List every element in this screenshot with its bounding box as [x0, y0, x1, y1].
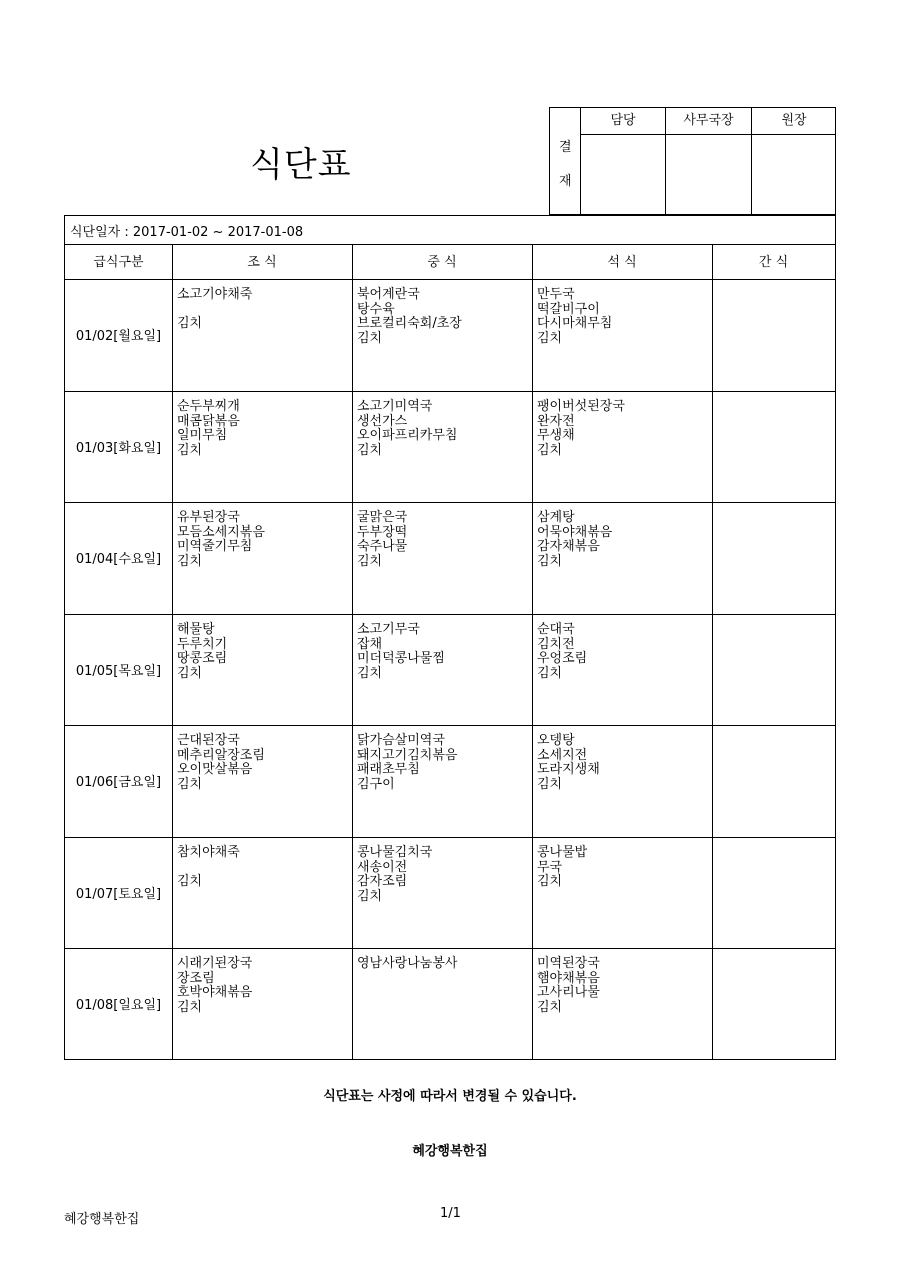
lunch-cell: [357, 846, 432, 904]
dinner-cell: [537, 623, 587, 681]
dinner-cell: [537, 288, 612, 346]
menu-item: 탕수육: [357, 301, 395, 317]
breakfast-cell: [177, 623, 227, 681]
menu-item: 오뎅탕: [537, 733, 575, 748]
day-label: 01/07[토요일]: [75, 887, 162, 902]
menu-item: 순대국: [537, 622, 575, 637]
menu-item: 햄야채볶음: [537, 970, 600, 986]
row-divider: [65, 391, 835, 392]
footer-organization: 혜강행복한집: [64, 1212, 140, 1227]
lunch-cell: [357, 511, 407, 569]
menu-item: 콩나물김치국: [357, 845, 433, 860]
header-divider: [65, 279, 835, 280]
day-label: 01/08[일요일]: [75, 998, 162, 1013]
menu-item: [177, 303, 252, 318]
column-header-breakfast: 조 식: [247, 255, 277, 270]
row-divider: [65, 948, 835, 949]
menu-item: 오이파프리카무침: [357, 428, 458, 443]
menu-item: 미역된장국: [537, 956, 600, 971]
column-divider: [352, 245, 353, 1059]
menu-item: 두부장떡: [357, 524, 408, 540]
approval-header-staff: 담당: [581, 108, 665, 135]
menu-item: 패래초무침: [357, 762, 420, 777]
day-label: 01/03[화요일]: [75, 441, 162, 456]
lunch-cell: [357, 288, 462, 346]
column-divider: [172, 245, 173, 1059]
menu-item: 땅콩조림: [177, 651, 228, 666]
menu-item: 생선가스: [357, 413, 408, 429]
menu-item: 감자조림: [357, 874, 408, 889]
breakfast-cell: [177, 400, 240, 458]
dinner-cell: [537, 400, 625, 458]
menu-item: 김치: [537, 874, 563, 889]
divider: [65, 244, 835, 245]
menu-item: 시래기된장국: [177, 956, 253, 971]
column-header-lunch: 중 식: [427, 255, 457, 270]
lunch-cell: [357, 734, 457, 792]
breakfast-cell: [177, 846, 240, 890]
menu-item: 소세지전: [537, 747, 588, 763]
menu-item: 잡채: [357, 636, 383, 652]
menu-item: 김치: [177, 316, 203, 331]
menu-item: 순두부찌개: [177, 399, 240, 414]
column-divider: [532, 245, 533, 1059]
dinner-cell: [537, 846, 587, 890]
row-divider: [65, 837, 835, 838]
menu-item: 김치: [177, 874, 203, 889]
approval-side-char-1: 결: [559, 140, 572, 155]
menu-item: 김치: [537, 553, 563, 569]
day-label: 01/04[수요일]: [75, 552, 162, 567]
menu-item: 김치: [357, 888, 383, 904]
menu-item: 김치: [357, 553, 383, 569]
menu-item: 모듬소세지볶음: [177, 524, 265, 540]
row-divider: [65, 614, 835, 615]
menu-item: 김치: [357, 442, 383, 458]
menu-item: 감자채볶음: [537, 539, 600, 554]
breakfast-cell: [177, 734, 265, 792]
menu-item: 무국: [537, 859, 563, 875]
menu-item: 김치: [177, 665, 203, 681]
menu-item: 김치: [177, 999, 203, 1015]
menu-item: 어묵야채볶음: [537, 524, 613, 540]
approval-side-label: [550, 108, 581, 214]
menu-item: 미더덕콩나물찜: [357, 651, 445, 666]
menu-item: 떡갈비구이: [537, 301, 600, 317]
menu-item: 닭가슴살미역국: [357, 733, 445, 748]
menu-item: 고사리나물: [537, 985, 600, 1000]
approval-box: [549, 107, 836, 215]
menu-item: 장조림: [177, 970, 215, 986]
day-label: 01/05[목요일]: [75, 664, 162, 679]
menu-item: 팽이버섯된장국: [537, 399, 625, 414]
lunch-cell: [357, 957, 457, 972]
menu-item: 참치야채죽: [177, 845, 240, 860]
menu-item: 도라지생채: [537, 762, 600, 777]
menu-table: [64, 215, 836, 1060]
menu-item: 김치: [357, 330, 383, 346]
dinner-cell: [537, 957, 600, 1015]
menu-item: [177, 861, 240, 876]
dinner-cell: [537, 734, 600, 792]
menu-item: 돼지고기김치볶음: [357, 747, 458, 763]
approval-col-director: [752, 108, 836, 214]
menu-item: 콩나물밥: [537, 845, 588, 860]
menu-item: 김치: [537, 442, 563, 458]
menu-item: 완자전: [537, 413, 575, 429]
menu-item: 메추리알장조림: [177, 747, 265, 763]
column-header-category: 급식구분: [93, 255, 144, 270]
menu-item: 다시마채무침: [537, 316, 613, 331]
menu-item: 김치: [177, 553, 203, 569]
approval-col-staff: [581, 108, 666, 214]
menu-item: 미역줄기무침: [177, 539, 253, 554]
menu-item: 일미무침: [177, 428, 228, 443]
menu-item: 오이맛살볶음: [177, 762, 253, 777]
menu-item: 새송이전: [357, 859, 408, 875]
menu-item: 영남사랑나눔봉사: [357, 956, 458, 971]
day-label: 01/06[금요일]: [75, 775, 162, 790]
menu-item: 김치: [537, 776, 563, 792]
menu-item: 해물탕: [177, 622, 215, 637]
column-header-snack: 간 식: [758, 255, 789, 270]
menu-item: 소고기무국: [357, 622, 420, 637]
menu-item: 김치: [537, 999, 563, 1015]
approval-side-char-2: 재: [559, 174, 572, 189]
menu-item: 삼계탕: [537, 510, 575, 525]
column-header-dinner: 석 식: [607, 255, 637, 270]
menu-item: 김치: [537, 665, 563, 681]
menu-item: 브로컬리숙회/초장: [357, 316, 462, 331]
approval-col-secretary: [666, 108, 752, 214]
menu-item: 호박야채볶음: [177, 985, 253, 1000]
menu-item: 숙주나물: [357, 539, 408, 554]
page-number: 1/1: [440, 1206, 461, 1221]
breakfast-cell: [177, 288, 252, 332]
menu-item: 김치전: [537, 636, 575, 652]
menu-item: 김치: [537, 330, 563, 346]
menu-item: 북어계란국: [357, 287, 420, 302]
menu-item: 김치: [177, 776, 203, 792]
approval-header-secretary: 사무국장: [666, 108, 751, 135]
lunch-cell: [357, 623, 445, 681]
menu-item: 김구이: [357, 776, 395, 792]
menu-item: 매콤닭볶음: [177, 413, 240, 429]
row-divider: [65, 725, 835, 726]
column-divider: [712, 245, 713, 1059]
menu-item: 굴맑은국: [357, 510, 408, 525]
menu-item: 유부된장국: [177, 510, 240, 525]
breakfast-cell: [177, 957, 252, 1015]
menu-item: 소고기미역국: [357, 399, 433, 414]
notice-text: 식단표는 사정에 따라서 변경될 수 있습니다.: [323, 1089, 577, 1104]
row-divider: [65, 502, 835, 503]
menu-item: 근대된장국: [177, 733, 240, 748]
lunch-cell: [357, 400, 457, 458]
dinner-cell: [537, 511, 612, 569]
menu-item: 김치: [357, 665, 383, 681]
date-range: 식단일자 : 2017-01-02 ~ 2017-01-08: [70, 225, 304, 240]
page-title: 식단표: [250, 145, 352, 185]
day-label: 01/02[월요일]: [75, 329, 162, 344]
breakfast-cell: [177, 511, 265, 569]
menu-item: 김치: [177, 442, 203, 458]
menu-item: 만두국: [537, 287, 575, 302]
menu-item: 우엉조림: [537, 651, 588, 666]
menu-item: 무생채: [537, 428, 575, 443]
approval-header-director: 원장: [752, 108, 836, 135]
menu-item: 두루치기: [177, 636, 228, 652]
menu-item: 소고기야채죽: [177, 287, 253, 302]
organization-name: 혜강행복한집: [412, 1144, 488, 1159]
